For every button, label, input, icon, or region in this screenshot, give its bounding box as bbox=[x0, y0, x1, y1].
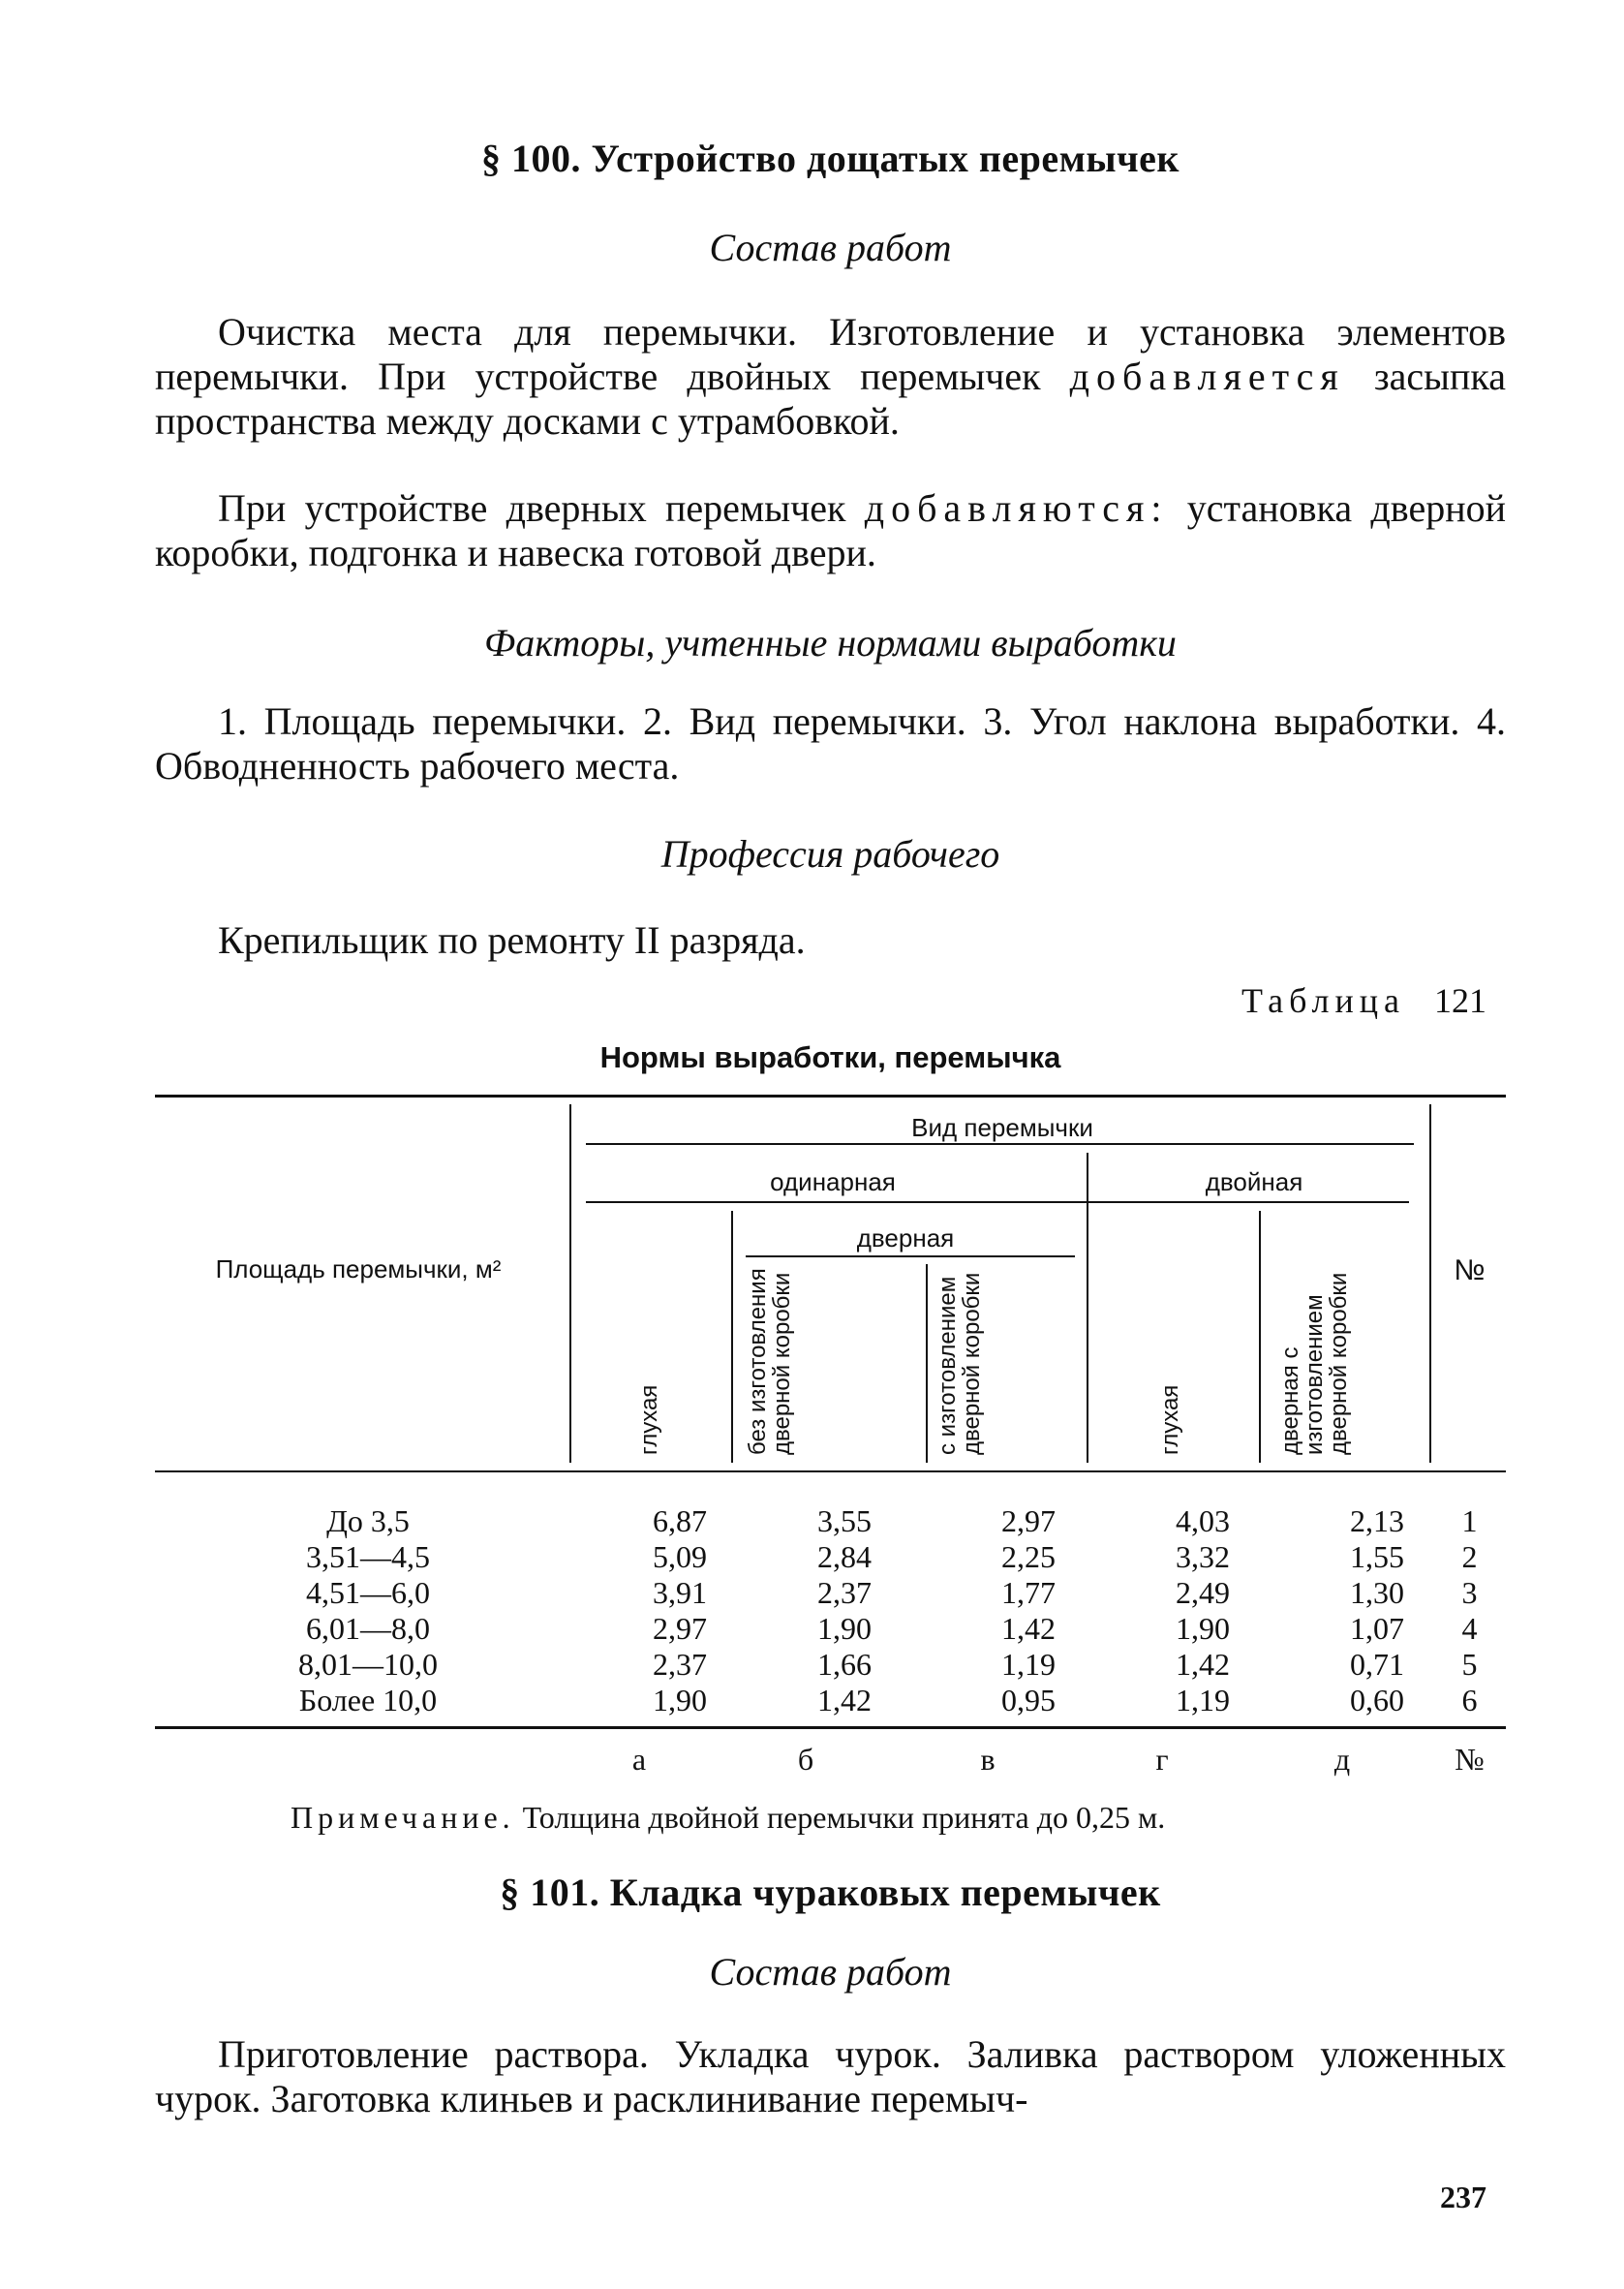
table-row bbox=[155, 1611, 1506, 1647]
cell-d: 1,19 bbox=[1176, 1683, 1230, 1717]
header-no: № bbox=[1454, 1254, 1486, 1286]
cell-d: 2,49 bbox=[1176, 1575, 1230, 1610]
table-vline-door bbox=[731, 1211, 733, 1463]
cell-area: До 3,5 bbox=[326, 1503, 410, 1538]
table-hline-door bbox=[746, 1255, 1075, 1257]
cell-b: 1,66 bbox=[817, 1647, 872, 1682]
header-area: Площадь перемычки, м² bbox=[215, 1254, 502, 1284]
cell-a: 6,87 bbox=[653, 1503, 707, 1538]
cell-no: 2 bbox=[1461, 1539, 1478, 1574]
cell-b: 2,84 bbox=[817, 1539, 872, 1574]
cell-no: 6 bbox=[1461, 1683, 1478, 1717]
cell-a: 3,91 bbox=[653, 1575, 707, 1610]
table-vline-single-double bbox=[1087, 1153, 1088, 1463]
cell-d: 3,32 bbox=[1176, 1539, 1230, 1574]
text-run: Очистка места для перемычки. Изготовление и установка элементов перемычки. При устройстве двойных перемычек bbox=[155, 310, 1506, 398]
table-label-word: Таблица bbox=[1241, 981, 1405, 1020]
text-run: При устройстве дверных перемычек bbox=[218, 486, 865, 530]
cell-no: 1 bbox=[1461, 1503, 1478, 1538]
footer-no: № bbox=[1455, 1742, 1485, 1777]
note-label: Примечание. bbox=[291, 1800, 515, 1835]
table-row bbox=[155, 1575, 1506, 1611]
page-number: 237 bbox=[1440, 2180, 1486, 2214]
factors-paragraph: 1. Площадь перемычки. 2. Вид перемычки. 3. Угол наклона выработки. 4. Обводненность рабочего места. bbox=[155, 699, 1506, 788]
profession-heading: Профессия рабочего bbox=[660, 832, 1000, 876]
text-run: установка дверной коробки, подгонка и навеска готовой двери. bbox=[155, 486, 1507, 574]
cell-e: 0,60 bbox=[1350, 1683, 1404, 1717]
header-single: одинарная bbox=[770, 1167, 896, 1196]
spaced-word: добавляется bbox=[1069, 355, 1345, 398]
table-vline-double bbox=[1259, 1211, 1261, 1463]
cell-area: 8,01—10,0 bbox=[298, 1647, 438, 1682]
col-a-header: глухая bbox=[636, 1384, 662, 1455]
cell-c: 1,42 bbox=[1001, 1611, 1056, 1646]
cell-no: 3 bbox=[1461, 1575, 1478, 1610]
table-hline-subkind bbox=[586, 1201, 1409, 1203]
col-b-header: без изготовления дверной коробки bbox=[745, 1268, 795, 1455]
cell-area: Более 10,0 bbox=[298, 1683, 438, 1717]
composition-paragraph-2 bbox=[155, 486, 1506, 575]
table-row bbox=[155, 1647, 1506, 1683]
footer-c: в bbox=[980, 1742, 996, 1777]
table-vline-no bbox=[1429, 1104, 1431, 1463]
table-note bbox=[291, 1800, 1165, 1836]
page bbox=[155, 0, 1506, 2289]
cell-d: 4,03 bbox=[1176, 1503, 1230, 1538]
footer-d: г bbox=[1155, 1742, 1169, 1777]
text-run: засыпка пространства между досками с утрамбовкой. bbox=[155, 355, 1507, 443]
table-vline-door-split bbox=[926, 1264, 928, 1463]
cell-b: 1,90 bbox=[817, 1611, 872, 1646]
cell-area: 3,51—4,5 bbox=[306, 1539, 430, 1574]
table-bottom-rule bbox=[155, 1726, 1506, 1729]
table-row bbox=[155, 1683, 1506, 1718]
table-label bbox=[1241, 980, 1486, 1021]
cell-e: 2,13 bbox=[1350, 1503, 1404, 1538]
header-kind: Вид перемычки bbox=[911, 1113, 1093, 1142]
cell-c: 1,77 bbox=[1001, 1575, 1056, 1610]
table-row bbox=[155, 1503, 1506, 1539]
composition-heading: Состав работ bbox=[709, 226, 952, 269]
cell-a: 2,97 bbox=[653, 1611, 707, 1646]
cell-e: 0,71 bbox=[1350, 1647, 1404, 1682]
cell-d: 1,42 bbox=[1176, 1647, 1230, 1682]
table-header-rule bbox=[155, 1470, 1506, 1472]
note-text: Толщина двойной перемычки принята до 0,25 м. bbox=[514, 1800, 1166, 1835]
cell-a: 1,90 bbox=[653, 1683, 707, 1717]
table-title: Нормы выработки, перемычка bbox=[599, 1040, 1061, 1074]
cell-a: 2,37 bbox=[653, 1647, 707, 1682]
spaced-word: добавляются: bbox=[864, 486, 1169, 530]
cell-b: 3,55 bbox=[817, 1503, 872, 1538]
composition-paragraph-1 bbox=[155, 310, 1506, 444]
table-number: 121 bbox=[1434, 981, 1486, 1020]
cell-a: 5,09 bbox=[653, 1539, 707, 1574]
footer-a: а bbox=[631, 1742, 647, 1777]
table-top-rule bbox=[155, 1095, 1506, 1098]
composition-paragraph-101: Приготовление раствора. Укладка чурок. Заливка раствором уложенных чурок. Заготовка клиньев и расклинивание перемыч- bbox=[155, 2032, 1506, 2120]
profession-paragraph: Крепильщик по ремонту II разряда. bbox=[218, 918, 806, 962]
cell-c: 2,25 bbox=[1001, 1539, 1056, 1574]
composition-heading-101: Состав работ bbox=[709, 1950, 952, 1994]
cell-no: 4 bbox=[1461, 1611, 1478, 1646]
table-hline-kind bbox=[586, 1143, 1414, 1145]
cell-b: 2,37 bbox=[817, 1575, 872, 1610]
cell-e: 1,55 bbox=[1350, 1539, 1404, 1574]
cell-b: 1,42 bbox=[817, 1683, 872, 1717]
cell-d: 1,90 bbox=[1176, 1611, 1230, 1646]
footer-b: б bbox=[797, 1742, 814, 1777]
cell-e: 1,07 bbox=[1350, 1611, 1404, 1646]
cell-no: 5 bbox=[1461, 1647, 1478, 1682]
table-vline-area bbox=[569, 1104, 571, 1463]
factors-heading: Факторы, учтенные нормами выработки bbox=[484, 621, 1177, 665]
footer-e: д bbox=[1333, 1742, 1351, 1777]
cell-e: 1,30 bbox=[1350, 1575, 1404, 1610]
header-double: двойная bbox=[1205, 1167, 1303, 1196]
table-row bbox=[155, 1539, 1506, 1575]
cell-c: 0,95 bbox=[1001, 1683, 1056, 1717]
section-100-title: § 100. Устройство дощатых перемычек bbox=[481, 137, 1180, 180]
cell-c: 2,97 bbox=[1001, 1503, 1056, 1538]
cell-area: 4,51—6,0 bbox=[306, 1575, 430, 1610]
section-101-title: § 101. Кладка чураковых перемычек bbox=[500, 1871, 1161, 1914]
col-d-header: глухая bbox=[1157, 1384, 1183, 1455]
cell-area: 6,01—8,0 bbox=[306, 1611, 430, 1646]
header-door: дверная bbox=[856, 1223, 955, 1253]
col-e-header: дверная с изготовлением дверной коробки bbox=[1277, 1272, 1352, 1455]
cell-c: 1,19 bbox=[1001, 1647, 1056, 1682]
col-c-header: с изготовлением дверной коробки bbox=[935, 1272, 985, 1455]
